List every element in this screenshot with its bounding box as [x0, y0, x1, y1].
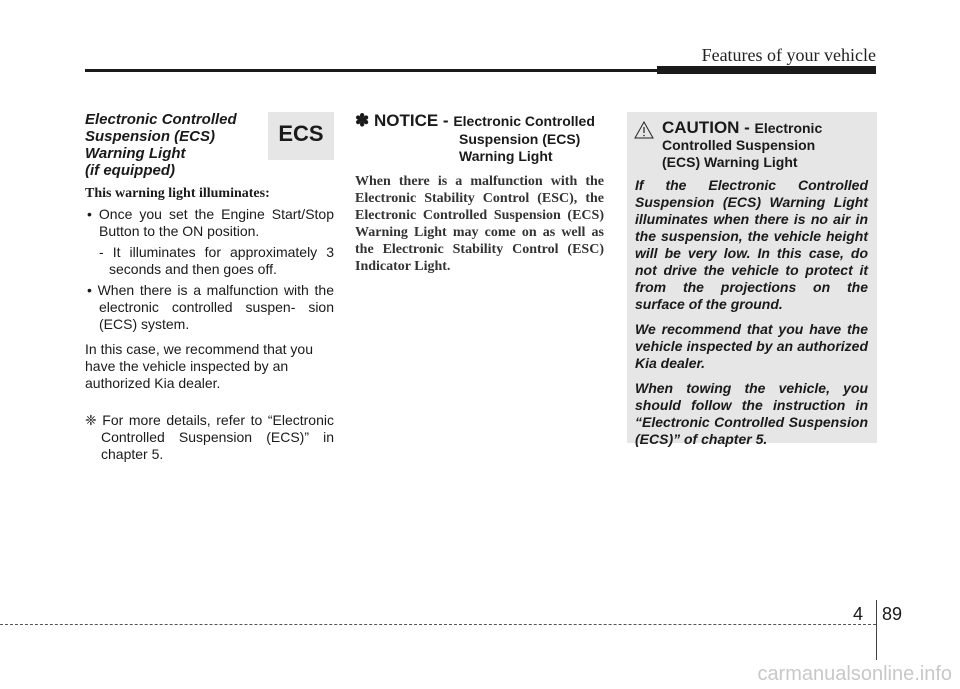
notice-body: When there is a malfunction with the Electronic Stability Control (ESC), the Electronic Controlled Suspension (ECS) Warning Light may come on as well as the Electronic Stability Control (ESC) Indicator Light. [355, 174, 604, 274]
caution-title-line: Controlled Suspension [662, 137, 816, 153]
caution-heading [635, 119, 868, 171]
caution-prefix: CAUTION - [662, 118, 755, 137]
caution-title-line: (ECS) Warning Light [662, 154, 798, 170]
bullet-item: • Once you set the Engine Start/Stop Button to the ON position. [87, 206, 334, 239]
section-title-line: Electronic Controlled [85, 111, 237, 128]
reference-note: ❈ For more details, refer to “Electronic Controlled Suspension (ECS)” in chapter 5. [85, 412, 334, 462]
header-rule [85, 69, 657, 72]
chapter-number: 4 [853, 604, 864, 624]
section-title-line: (if equipped) [85, 162, 175, 179]
section-title [85, 111, 265, 179]
footer-divider [876, 600, 877, 660]
notice-title-line: Warning Light [459, 148, 553, 164]
caution-paragraph: We recommend that you have the vehicle inspected by an authorized Kia dealer. [635, 321, 868, 371]
bullet-item: • When there is a malfunction with the electronic controlled suspen- sion (ECS) system. [87, 282, 334, 332]
ecs-section [85, 111, 334, 463]
notice-heading [355, 111, 604, 131]
caution-title-line: Electronic [754, 120, 823, 136]
section-title-line: Warning Light [85, 145, 186, 162]
caution-content [635, 119, 868, 448]
notice-section [355, 111, 604, 275]
header-tab [657, 66, 876, 74]
notice-title-line: Suspension (ECS) [459, 131, 581, 147]
sub-item: - It illuminates for approximately 3 seconds and then goes off. [99, 244, 334, 277]
watermark: carmanualsonline.info [757, 663, 952, 685]
lead-text: This warning light illuminates: [85, 186, 270, 201]
body-paragraph: In this case, we recommend that you have the vehicle inspected by an authorized Kia dealer. [85, 341, 313, 391]
page-number: 89 [882, 604, 903, 624]
ecs-icon-label: ECS [278, 121, 324, 146]
caution-paragraph: If the Electronic Controlled Suspension (ECS) Warning Light illuminates when there is no air in the suspension, the vehicle height will be very low. In this case, do not drive the vehicle to protect it from the projections on the surface of the ground. [635, 177, 868, 312]
caution-paragraph: When towing the vehicle, you should follow the instruction in “Electronic Controlled Suspension (ECS)” of chapter 5. [635, 380, 868, 447]
page-header-title: Features of your vehicle [701, 45, 876, 65]
footer-rule [0, 624, 876, 625]
notice-prefix: ✽ NOTICE - [355, 111, 454, 130]
notice-title-line: Electronic Controlled [453, 113, 595, 129]
section-title-line: Suspension (ECS) [85, 128, 216, 145]
